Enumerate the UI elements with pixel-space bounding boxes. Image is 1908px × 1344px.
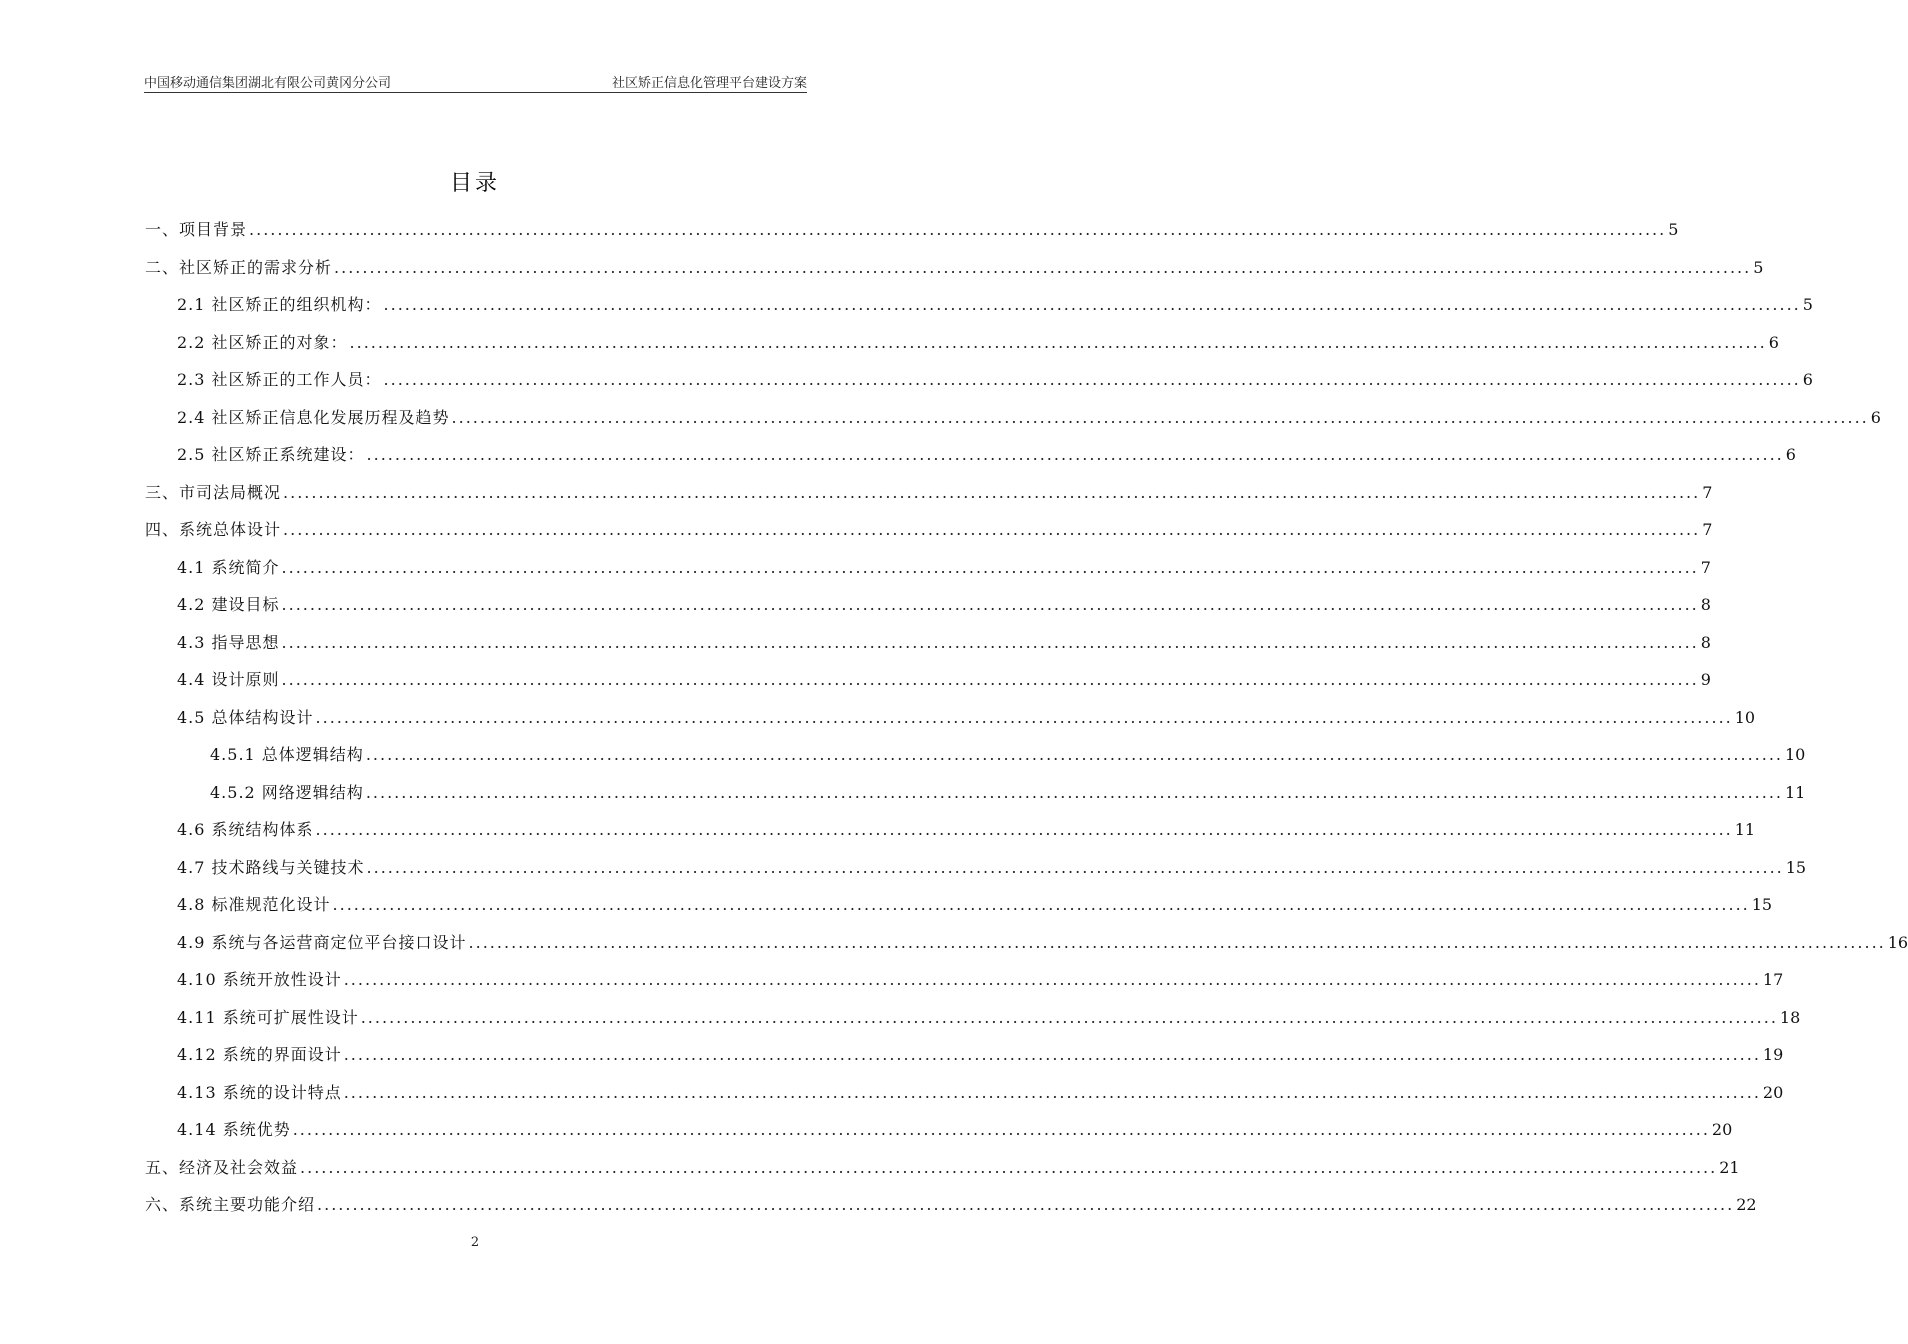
toc-entry[interactable] (177, 665, 1711, 695)
page-header (144, 72, 807, 90)
toc-dot-leader: ........................................................................................................................................................................................................ (300, 1157, 1718, 1177)
toc-entry-page: 6 (1870, 407, 1881, 427)
toc-entry-page: 10 (1785, 745, 1806, 764)
toc-entry-label: 2.1 社区矫正的组织机构： (177, 295, 382, 314)
toc-entry[interactable] (177, 853, 1807, 883)
toc-entry-label: 4.10 系统开放性设计 (177, 970, 342, 989)
toc-entry[interactable] (145, 515, 1713, 545)
toc-entry[interactable] (177, 1078, 1784, 1108)
toc-entry[interactable] (177, 628, 1711, 658)
toc-entry-label: 六、系统主要功能介绍 (145, 1195, 316, 1214)
toc-entry-page: 7 (1702, 520, 1713, 539)
toc-dot-leader: ........................................................................................................................................................................................................ (349, 332, 1767, 352)
toc-entry-page: 6 (1785, 445, 1796, 464)
toc-entry-page: 15 (1785, 857, 1807, 877)
toc-dot-leader: ........................................................................................................................................................................................................ (334, 257, 1752, 277)
toc-entry-page: 22 (1736, 1195, 1757, 1214)
toc-dot-leader: ........................................................................................................................................................................................................ (283, 482, 1701, 502)
toc-entry-label: 2.2 社区矫正的对象： (177, 332, 348, 352)
toc-entry-label: 4.5.2 网络逻辑结构 (210, 782, 364, 802)
toc-entry[interactable] (177, 1115, 1733, 1145)
toc-entry-label: 4.7 技术路线与关键技术 (177, 857, 365, 877)
toc-entry-label: 2.4 社区矫正信息化发展历程及趋势 (177, 407, 450, 427)
toc-entry-page: 5 (1668, 220, 1679, 239)
toc-dot-leader: ........................................................................................................................................................................................................ (281, 595, 1699, 614)
toc-entry[interactable] (177, 703, 1756, 733)
toc-entry-label: 4.14 系统优势 (177, 1120, 291, 1139)
toc-entry-label: 4.1 系统简介 (177, 557, 280, 577)
toc-entry-label: 二、社区矫正的需求分析 (145, 257, 333, 277)
toc-entry[interactable] (177, 403, 1881, 433)
toc-entry-label: 4.5 总体结构设计 (177, 707, 314, 727)
header-company: 中国移动通信集团湖北有限公司黄冈分公司 (144, 76, 392, 91)
toc-entry-label: 4.4 设计原则 (177, 670, 280, 689)
toc-entry-label: 四、系统总体设计 (145, 520, 282, 539)
toc-entry-page: 7 (1700, 557, 1711, 577)
toc-entry-label: 4.13 系统的设计特点 (177, 1082, 342, 1102)
toc-entry[interactable] (177, 440, 1796, 470)
toc-entry[interactable] (145, 253, 1764, 283)
toc-entry-page: 11 (1734, 820, 1756, 839)
toc-entry-page: 20 (1711, 1120, 1733, 1139)
toc-entry-page: 5 (1802, 295, 1813, 314)
toc-entry-page: 5 (1753, 257, 1764, 277)
toc-entry[interactable] (145, 215, 1679, 245)
toc-entry-page: 7 (1702, 482, 1713, 502)
toc-entry[interactable] (177, 1003, 1801, 1033)
toc-dot-leader: ........................................................................................................................................................................................................ (249, 220, 1667, 239)
toc-entry[interactable] (177, 365, 1813, 395)
toc-entry[interactable] (177, 1040, 1784, 1070)
toc-entry-label: 4.2 建设目标 (177, 595, 280, 614)
page-number: 2 (470, 1235, 480, 1250)
toc-dot-leader: ........................................................................................................................................................................................................ (468, 932, 1886, 952)
toc-entry-page: 19 (1762, 1045, 1784, 1064)
toc-dot-leader: ........................................................................................................................................................................................................ (292, 1120, 1710, 1139)
toc-entry-page: 20 (1762, 1082, 1784, 1102)
toc-dot-leader: ........................................................................................................................................................................................................ (366, 445, 1784, 464)
toc-entry-label: 2.5 社区矫正系统建设： (177, 445, 365, 464)
toc-dot-leader: ........................................................................................................................................................................................................ (365, 782, 1783, 802)
header-divider (144, 92, 807, 93)
toc-dot-leader: ........................................................................................................................................................................................................ (332, 895, 1750, 914)
toc-entry-label: 五、经济及社会效益 (145, 1157, 299, 1177)
toc-dot-leader: ........................................................................................................................................................................................................ (360, 1007, 1778, 1027)
toc-dot-leader: ........................................................................................................................................................................................................ (343, 970, 1761, 989)
toc-entry-label: 4.3 指导思想 (177, 632, 280, 652)
toc-dot-leader: ........................................................................................................................................................................................................ (343, 1045, 1761, 1064)
toc-dot-leader: ........................................................................................................................................................................................................ (365, 745, 1783, 764)
toc-dot-leader: ........................................................................................................................................................................................................ (315, 707, 1733, 727)
toc-entry-page: 6 (1802, 370, 1813, 389)
toc-entry-label: 2.3 社区矫正的工作人员： (177, 370, 382, 389)
toc-entry[interactable] (177, 815, 1756, 845)
toc-dot-leader: ........................................................................................................................................................................................................ (281, 632, 1699, 652)
toc-dot-leader: ........................................................................................................................................................................................................ (343, 1082, 1761, 1102)
toc-dot-leader: ........................................................................................................................................................................................................ (383, 370, 1801, 389)
toc-entry[interactable] (145, 1190, 1757, 1220)
toc-entry-label: 三、市司法局概况 (145, 482, 282, 502)
toc-entry-page: 11 (1785, 782, 1806, 802)
toc-entry[interactable] (177, 890, 1773, 920)
toc-dot-leader: ........................................................................................................................................................................................................ (315, 820, 1733, 839)
header-document-title: 社区矫正信息化管理平台建设方案 (611, 76, 807, 91)
toc-entry-page: 15 (1751, 895, 1773, 914)
toc-entry[interactable] (177, 590, 1711, 620)
toc-entry-label: 4.9 系统与各运营商定位平台接口设计 (177, 932, 467, 952)
toc-entry-label: 4.8 标准规范化设计 (177, 895, 331, 914)
toc-entry-label: 4.5.1 总体逻辑结构 (210, 745, 364, 764)
toc-title: 目录 (449, 171, 500, 196)
toc-entry[interactable] (210, 778, 1806, 808)
toc-entry-page: 18 (1779, 1007, 1801, 1027)
toc-entry-label: 一、项目背景 (145, 220, 248, 239)
toc-entry-label: 4.11 系统可扩展性设计 (177, 1007, 359, 1027)
toc-dot-leader: ........................................................................................................................................................................................................ (383, 295, 1801, 314)
toc-entry-page: 6 (1768, 332, 1779, 352)
toc-dot-leader: ........................................................................................................................................................................................................ (317, 1195, 1735, 1214)
toc-entry-page: 16 (1887, 932, 1908, 952)
toc-entry[interactable] (145, 478, 1713, 508)
toc-entry-page: 8 (1700, 595, 1711, 614)
toc-entry[interactable] (177, 290, 1813, 320)
toc-dot-leader: ........................................................................................................................................................................................................ (451, 407, 1869, 427)
toc-dot-leader: ........................................................................................................................................................................................................ (281, 557, 1699, 577)
toc-dot-leader: ........................................................................................................................................................................................................ (281, 670, 1699, 689)
toc-entry-page: 17 (1762, 970, 1784, 989)
toc-dot-leader: ........................................................................................................................................................................................................ (366, 857, 1784, 877)
toc-entry[interactable] (177, 965, 1784, 995)
toc-entry[interactable] (177, 928, 1908, 958)
toc-entry-label: 4.6 系统结构体系 (177, 820, 314, 839)
toc-entry-page: 21 (1719, 1157, 1740, 1177)
toc-entry[interactable] (210, 740, 1806, 770)
toc-entry[interactable] (177, 553, 1711, 583)
toc-entry-page: 8 (1700, 632, 1711, 652)
toc-entry[interactable] (145, 1153, 1740, 1183)
toc-entry[interactable] (177, 328, 1779, 358)
toc-entry-page: 10 (1734, 707, 1756, 727)
toc-dot-leader: ........................................................................................................................................................................................................ (283, 520, 1701, 539)
toc-entry-page: 9 (1700, 670, 1711, 689)
toc-entry-label: 4.12 系统的界面设计 (177, 1045, 342, 1064)
